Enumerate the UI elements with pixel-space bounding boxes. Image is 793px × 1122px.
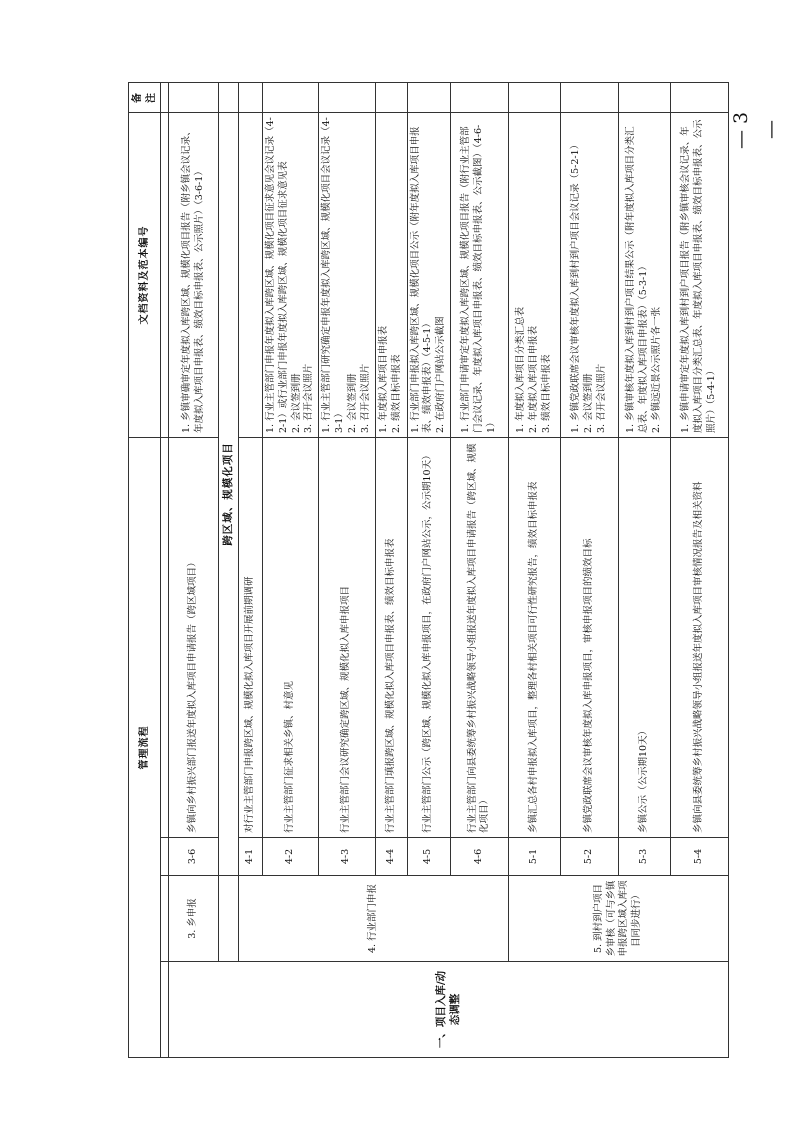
remark-cell bbox=[239, 83, 263, 113]
doc-cell bbox=[407, 113, 450, 438]
page-number: — 3 — bbox=[730, 111, 782, 149]
step-code: 4-2 bbox=[263, 838, 319, 876]
header-process: 管理流程 bbox=[129, 438, 161, 1058]
doc-cell bbox=[508, 113, 560, 438]
section-row bbox=[219, 83, 239, 1058]
doc-line: 1. 乡镇审确审定年度拟入库跨区域、规模化项目报告（附乡镇会议记录、年度拟入库项目申报表、绩效目标申报表、公示照片）（3-6-1） bbox=[180, 126, 205, 433]
doc-line: 3. 绩效目标申报表 bbox=[540, 354, 552, 433]
step-label: 4. 行业部门申报 bbox=[239, 876, 509, 962]
doc-cell bbox=[169, 113, 219, 438]
doc-line: 2. 会议签到册 bbox=[346, 373, 358, 433]
doc-line: 1. 行业部门申报拟入库跨区域、规模化项目公示（附年度拟入库项目申报表、绩效申报表）（4-5-1） bbox=[409, 126, 434, 433]
remark-cell bbox=[450, 83, 508, 113]
remark-cell bbox=[169, 83, 219, 113]
doc-cell bbox=[375, 113, 407, 438]
doc-cell bbox=[560, 113, 618, 438]
remark-cell bbox=[319, 83, 375, 113]
step-code: 5-4 bbox=[670, 838, 728, 876]
doc-cell bbox=[618, 113, 670, 438]
remark-cell bbox=[407, 83, 450, 113]
step-code: 5-2 bbox=[560, 838, 618, 876]
blank-cell bbox=[219, 876, 239, 962]
remark-cell bbox=[670, 83, 728, 113]
process-text: 乡镇汇总各村申报拟入库项目，整理各村相关项目可行性研究报告，绩效目标申报表 bbox=[508, 438, 560, 838]
process-text: 行业主管部门公示（跨区域、规模化拟入库申报项目，在政府门户网站公示，公示期10天） bbox=[407, 438, 450, 838]
doc-line: 1. 行业部门申请审定年度拟入库跨区域、规模化项目报告（附行业主管部门会议记录、年度拟入库项目申报表、绩效目标申报表、公示截图）（4-6-1） bbox=[460, 124, 497, 433]
doc-cell bbox=[450, 113, 508, 438]
process-text: 行业主管部门征求相关乡镇、村意见 bbox=[263, 438, 319, 838]
process-text: 行业主管部门填报跨区域、规模化拟入库项目申报表、绩效目标申报表 bbox=[375, 438, 407, 838]
doc-line: 3. 召开会议照片 bbox=[359, 363, 371, 433]
header-remarks: 备注 bbox=[129, 83, 161, 113]
doc-line: 3. 召开会议照片 bbox=[595, 363, 607, 433]
doc-line: 2. 乡镇远近景公示照片各一张 bbox=[650, 306, 662, 433]
doc-line: 1. 年度拟入库项目申报表 bbox=[378, 325, 390, 433]
step-code: 4-4 bbox=[375, 838, 407, 876]
remark-cell bbox=[560, 83, 618, 113]
process-text: 乡镇公示（公示期10天） bbox=[618, 438, 670, 838]
remark-cell bbox=[263, 83, 319, 113]
doc-line: 1. 乡镇审核年度拟入库到村到户项目结果公示（附年度拟入库项目分类汇总表、年度拟入库项目申报表）（5-3-1） bbox=[625, 126, 650, 433]
step-code: 5-3 bbox=[618, 838, 670, 876]
header-row bbox=[129, 83, 161, 1058]
section-title: 跨区域、规模化项目 bbox=[219, 113, 239, 876]
step-code: 3-6 bbox=[169, 838, 219, 876]
process-text: 乡镇向县委统筹乡村振兴战略领导小组报送年度拟入库项目审核情况报告及相关资料 bbox=[670, 438, 728, 838]
process-text: 行业主管部门会议研究确定跨区域、规模化拟入库申报项目 bbox=[319, 438, 375, 838]
table-row bbox=[239, 83, 263, 1058]
doc-cell bbox=[319, 113, 375, 438]
management-process-table bbox=[128, 82, 729, 1058]
table-row bbox=[169, 83, 219, 1058]
step-code: 5-1 bbox=[508, 838, 560, 876]
step-code: 4-5 bbox=[407, 838, 450, 876]
table-row bbox=[508, 83, 560, 1058]
doc-cell bbox=[239, 113, 263, 438]
doc-line: 1. 乡镇申请审定年度拟入库到村到户项目报告（附乡镇审核会议记录、年度拟入库项目分类汇总表、年度拟入库项目申报表、绩效目标申报表、公示照片）（5-4-1） bbox=[680, 119, 717, 433]
spacer-row bbox=[161, 83, 169, 1058]
rotated-table-sheet bbox=[128, 83, 721, 1058]
step-label: 5. 到村到户项目乡审核（可与乡镇申报跨区域入库项目同步进行） bbox=[508, 876, 728, 962]
stage-label: 一、项目入库/动态调整 bbox=[169, 962, 729, 1058]
doc-line: 3. 召开会议照片 bbox=[303, 363, 315, 433]
doc-line: 1. 行业主管部门申报年度拟入库跨区域、规模化项目征求意见会议记录（4-2-1）或行业部门申报年度拟入库跨区域、规模化项目征求意见表 bbox=[265, 117, 289, 433]
doc-line: 1. 年度拟入库项目分类汇总表 bbox=[515, 306, 527, 433]
process-text: 乡镇党政联席会议审核年度拟入库申报项目，审核申报项目的绩效目标 bbox=[560, 438, 618, 838]
doc-line: 2. 绩效目标申报表 bbox=[391, 354, 402, 433]
step-code: 4-6 bbox=[450, 838, 508, 876]
doc-line: 2. 会议签到册 bbox=[290, 373, 302, 433]
remark-cell bbox=[375, 83, 407, 113]
step-code: 4-3 bbox=[319, 838, 375, 876]
process-text: 乡镇向乡村振兴部门报送年度拟入库项目申请报告（跨区域项目） bbox=[169, 438, 219, 838]
remark-cell bbox=[618, 83, 670, 113]
doc-line: 1. 行业主管部门研究确定申报年度拟入库跨区域、规模化项目会议记录（4-3-1） bbox=[321, 117, 346, 433]
header-docs: 文档资料及范本编号 bbox=[129, 113, 161, 438]
remark-cell bbox=[219, 83, 239, 113]
doc-cell bbox=[263, 113, 319, 438]
remark-cell bbox=[508, 83, 560, 113]
doc-line: 2. 在政府门户网站公示截图 bbox=[435, 316, 447, 433]
step-label: 3. 乡申报 bbox=[169, 876, 219, 962]
process-text: 行业主管部门向县委统筹乡村振兴战略领导小组报送年度拟入库项目申请报告（跨区域、规模化项目） bbox=[450, 438, 508, 838]
doc-line: 2. 年度拟入库项目申报表 bbox=[528, 325, 540, 433]
doc-line: 1. 乡镇党政联席会议审核年度拟入库到村到户项目会议记录（5-2-1） bbox=[570, 139, 582, 433]
doc-cell bbox=[670, 113, 728, 438]
step-code: 4-1 bbox=[239, 838, 263, 876]
doc-line: 2. 会议签到册 bbox=[583, 373, 595, 433]
process-text: 对行业主管部门申报跨区域、规模化拟入库项目开展前期调研 bbox=[239, 438, 263, 838]
